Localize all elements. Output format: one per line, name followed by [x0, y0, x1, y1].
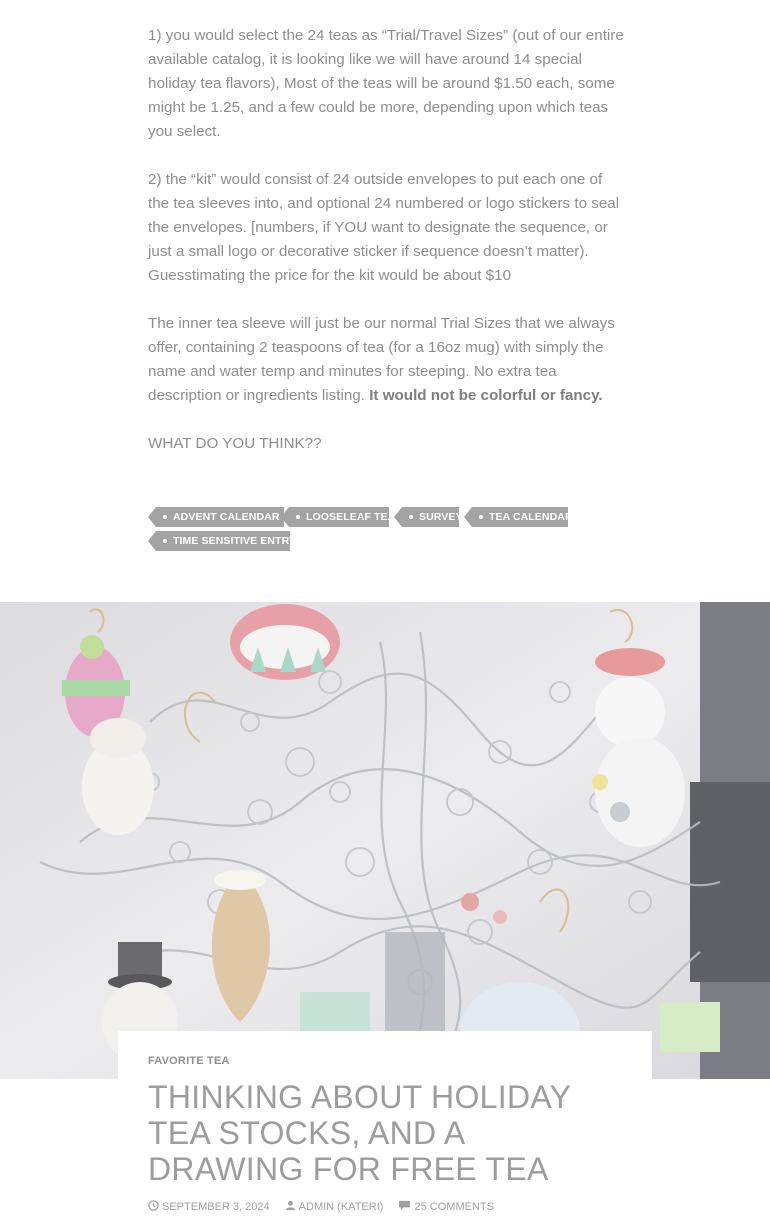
post-title[interactable]: THINKING ABOUT HOLIDAY TEA STOCKS, AND A DRAWING FOR FREE TEA [148, 1079, 571, 1187]
post-comments-text: 25 COMMENTS [414, 1201, 494, 1213]
post-comments[interactable] [398, 1200, 493, 1213]
article-paragraph-3 [148, 312, 626, 408]
post-date[interactable] [148, 1200, 270, 1213]
article-paragraph-3-bold: It would not be colorful or fancy. [369, 387, 603, 404]
tag-looseleaf-tea[interactable]: LOOSELEAF TEA [289, 507, 389, 527]
article-body [148, 24, 626, 480]
post-date-text: SEPTEMBER 3, 2024 [162, 1201, 270, 1213]
article-paragraph-2: 2) the “kit” would consist of 24 outside envelopes to put each one of the tea sleeves into, and optional 24 numbered or logo stickers to seal the envelopes. [numbers, if YOU want to designate the sequence, or just a small logo or decorative sticker if sequence doesn’t matter). Guesstimating the price for the kit would be about $10 [148, 171, 620, 284]
post-category-link[interactable]: FAVORITE TEA [148, 1055, 230, 1067]
tag-time-sensitive-entry[interactable]: TIME SENSITIVE ENTRY [156, 531, 290, 551]
post-meta [148, 1200, 506, 1213]
article-paragraph-4: WHAT DO YOU THINK?? [148, 435, 322, 452]
wire-tree-ornaments-photo [0, 602, 770, 1079]
tag-survey[interactable]: SURVEY [402, 507, 459, 527]
user-icon [285, 1200, 296, 1211]
article-paragraph-1: 1) you would select the 24 teas as “Trial/Travel Sizes” (out of our entire available catalog, it is looking like we will have around 14 special holiday tea flavors), Most of the teas will be around $1.50 each, some might be 1.25, and a few could be more, depending upon which teas you select. [148, 27, 624, 140]
featured-image[interactable] [0, 602, 770, 1079]
tag-tea-calendar[interactable]: TEA CALENDAR [472, 507, 568, 527]
post-author-text: ADMIN (KATERI) [298, 1201, 384, 1213]
article-paragraph-3-text: The inner tea sleeve will just be our normal Trial Sizes that we always offer, containing 2 teaspoons of tea (for a 16oz mug) with simply the name and water temp and minutes for steeping. No extra tea description or ingredients listing. [148, 315, 615, 404]
post-author[interactable] [285, 1200, 384, 1213]
clock-icon [148, 1200, 159, 1211]
next-post-card [118, 1031, 652, 1218]
tag-advent-calendar[interactable]: ADVENT CALENDAR [156, 507, 284, 527]
comment-icon [398, 1200, 411, 1211]
tag-list [148, 507, 628, 555]
